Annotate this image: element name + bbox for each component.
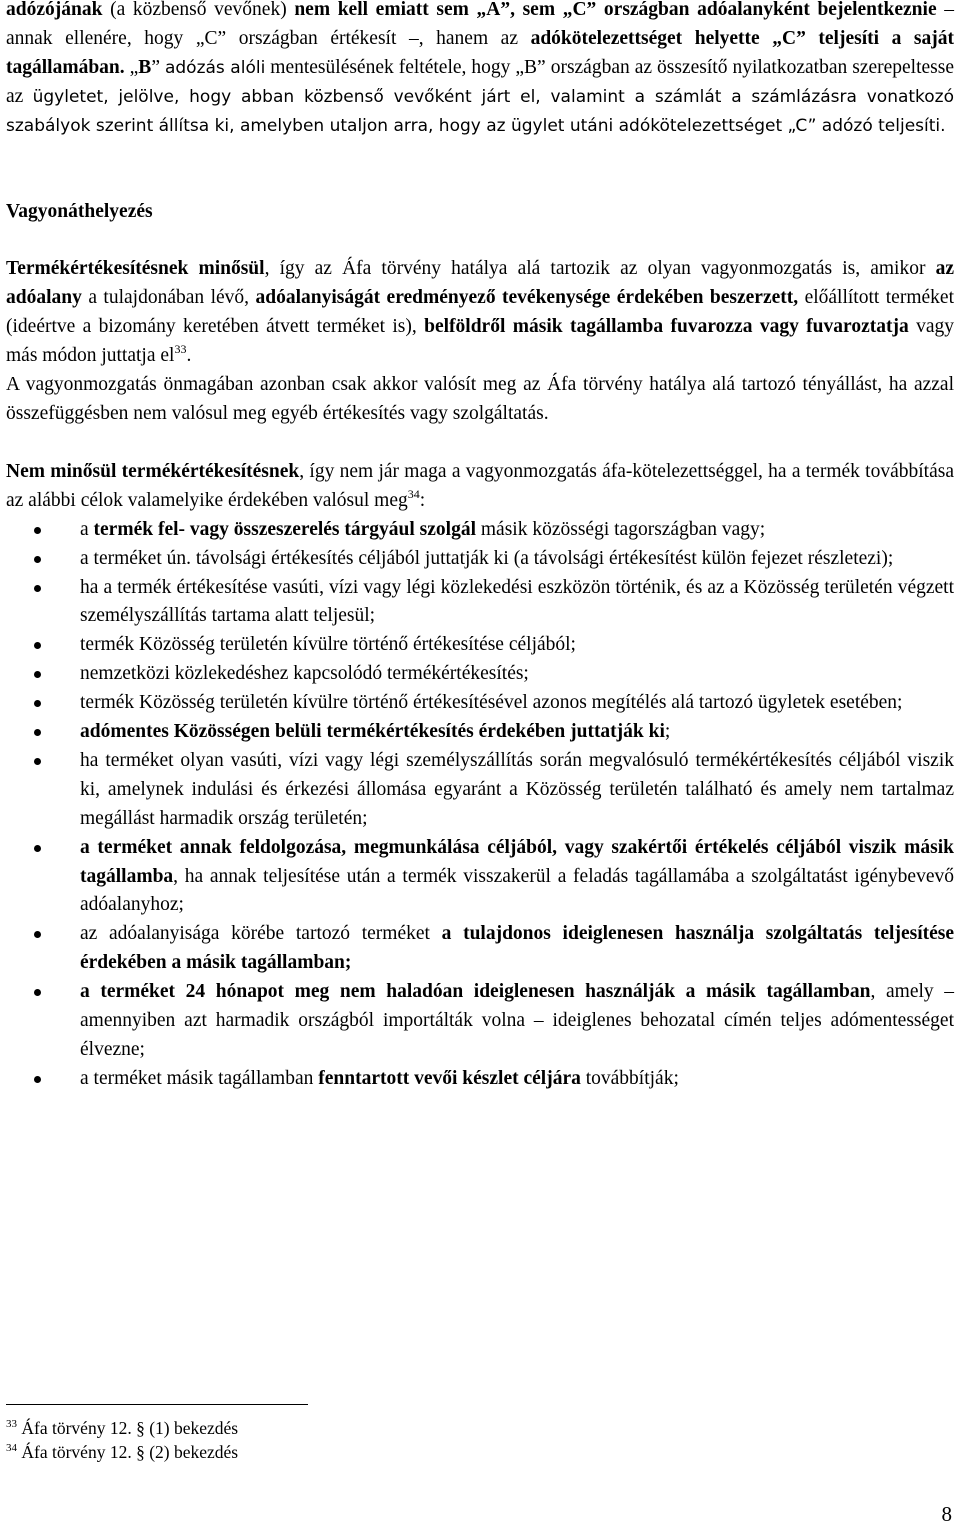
bullet-icon bbox=[34, 1076, 41, 1083]
para4-text-1: , így nem jár maga a vagyonmozgatás áfa-kötelezettséggel, ha a termék továbbítása az alábbi célok valamelyike érdekében valósul meg bbox=[6, 460, 954, 511]
para2-text-2: a tulajdonában lévő, bbox=[81, 287, 256, 309]
list-item: termék Közösség területén kívülre történő értékesítése céljából; bbox=[6, 631, 954, 660]
footnotes bbox=[6, 1416, 238, 1464]
footnote-ref-34[interactable]: 34 bbox=[407, 486, 420, 501]
footnote-separator bbox=[6, 1404, 308, 1405]
bullet-icon bbox=[34, 758, 41, 765]
footnote-33: $^{33}$ Áfa törvény 12. § (1) bekezdés bbox=[6, 1418, 239, 1438]
bullet-icon bbox=[34, 585, 41, 592]
intro-bold-3: adókötelezettséget helyette „C” teljesíti a saját tagállamában. bbox=[6, 27, 954, 78]
para4-text-2: : bbox=[419, 489, 426, 511]
list-item: termék Közösség területén kívülre történő értékesítésével azonos megítélés alá tartozó ügyletek esetében; bbox=[6, 689, 954, 718]
intro-text-1: (a közbenső vevőnek) bbox=[102, 0, 295, 20]
paragraph-vagyonmozgatas: A vagyonmozgatás önmagában azonban csak akkor valósít meg az Áfa törvény hatálya alá tartozó tényállást, ha azzal összefüggésben nem valósul meg egyéb értékesítés vagy szolgáltatás. bbox=[6, 374, 954, 424]
intro-sans-1: adózás alóli bbox=[164, 57, 266, 78]
para4-bold-1: Nem minősül termékértékesítésnek bbox=[6, 460, 300, 482]
list-item: a terméket ún. távolsági értékesítés céljából juttatják ki (a távolsági értékesítést külön fejezet részletezi); bbox=[6, 545, 954, 574]
section-heading: Vagyonáthelyezés bbox=[6, 200, 153, 222]
para2-bold-4: belföldről másik tagállamba fuvarozza vagy fuvaroztatja bbox=[424, 316, 909, 338]
intro-bold-2: nem kell emiatt sem „A”, sem „C” országban adóalanyként bejelentkeznie bbox=[294, 0, 937, 20]
paragraph-termekertekesites bbox=[6, 255, 954, 371]
list-item: az adóalanyisága körébe tartozó terméket a tulajdonos ideiglenesen használja szolgáltatás teljesítése érdekében a másik tagállamban; bbox=[6, 920, 954, 978]
para2-text-4: vagy más módon juttatja el bbox=[6, 316, 954, 367]
bullet-icon bbox=[34, 527, 41, 534]
intro-text-5: mentesülésének feltétele, hogy „B” országban az összesítő nyilatkozatban szerepeltesse az bbox=[6, 56, 955, 107]
para2-text-5: . bbox=[186, 345, 192, 367]
para2-bold-2: az adóalany bbox=[6, 258, 954, 309]
intro-bold-1: adózójának bbox=[6, 0, 103, 20]
bullet-icon bbox=[34, 729, 41, 736]
footnote-ref-33[interactable]: 33 bbox=[174, 342, 187, 357]
intro-paragraph bbox=[6, 0, 954, 141]
para2-text-3: előállított terméket (ideértve a bizomány keretében átvett terméket is), bbox=[6, 287, 954, 338]
list-item: a terméket másik tagállamban fenntartott vevői készlet céljára továbbítják; bbox=[6, 1065, 954, 1094]
list-item: ha a termék értékesítése vasúti, vízi vagy légi közlekedési eszközön történik, és az a Közösség területén végzett személyszállítás tartama alatt teljesül; bbox=[6, 574, 954, 632]
intro-sans-2: ügyletet, jelölve, hogy abban közbenső vevőként járt el, valamint a számlát a számlázásra vonatkozó szabályok szerint állítsa ki, amelyben utaljon arra, hogy az ügylet utáni adókötelezettséget „C” adózó teljesíti. bbox=[6, 86, 955, 136]
bullet-icon bbox=[34, 931, 41, 938]
para2-text-1: , így az Áfa törvény hatálya alá tartozik az olyan vagyonmozgatás is, amikor bbox=[264, 258, 936, 280]
bullet-icon bbox=[34, 642, 41, 649]
exception-list bbox=[6, 516, 954, 1094]
bullet-icon bbox=[34, 556, 41, 563]
bullet-icon bbox=[34, 989, 41, 996]
paragraph-nem-minosul bbox=[6, 458, 954, 516]
list-item: nemzetközi közlekedéshez kapcsolódó termékértékesítés; bbox=[6, 660, 954, 689]
bullet-icon bbox=[34, 671, 41, 678]
list-item: a terméket annak feldolgozása, megmunkálása céljából, vagy szakértői értékelés céljából viszik másik tagállamba, ha annak teljesítése után a termék visszakerül a feladás tagállamába a szolgáltatást igénybevevő adóalanyhoz; bbox=[6, 834, 954, 921]
bullet-icon bbox=[34, 845, 41, 852]
intro-text-3: „ bbox=[124, 56, 139, 78]
page-number: 8 bbox=[941, 1502, 952, 1526]
intro-bold-4: B bbox=[138, 56, 152, 78]
list-item: a terméket 24 hónapot meg nem haladóan ideiglenesen használják a másik tagállamban, amely – amennyiben azt harmadik országból importálták volna – ideiglenes behozatal címén teljes adómentességet élvezne; bbox=[6, 978, 954, 1065]
list-item: adómentes Közösségen belüli termékértékesítés érdekében juttatják ki; bbox=[6, 718, 954, 747]
footnote-34: $^{34}$ Áfa törvény 12. § (2) bekezdés bbox=[6, 1442, 239, 1462]
list-item: a termék fel- vagy összeszerelés tárgyául szolgál másik közösségi tagországban vagy; bbox=[6, 516, 954, 545]
bullet-icon bbox=[34, 700, 41, 707]
document-page bbox=[6, 0, 954, 1094]
list-item: ha terméket olyan vasúti, vízi vagy légi személyszállítás során megvalósuló termékértékesítés céljából viszik ki, amelynek indulási és érkezési állomása egyaránt a Közösség területén található és amely nem tartalmaz megállást harmadik ország területén; bbox=[6, 747, 954, 834]
intro-text-4: ” bbox=[151, 56, 165, 78]
para2-bold-3: adóalanyiságát eredményező tevékenysége érdekében beszerzett, bbox=[255, 287, 799, 309]
para2-bold-1: Termékértékesítésnek minősül bbox=[6, 258, 265, 280]
intro-text-2: – annak ellenére, hogy „C” országban értékesít –, hanem az bbox=[6, 0, 954, 49]
